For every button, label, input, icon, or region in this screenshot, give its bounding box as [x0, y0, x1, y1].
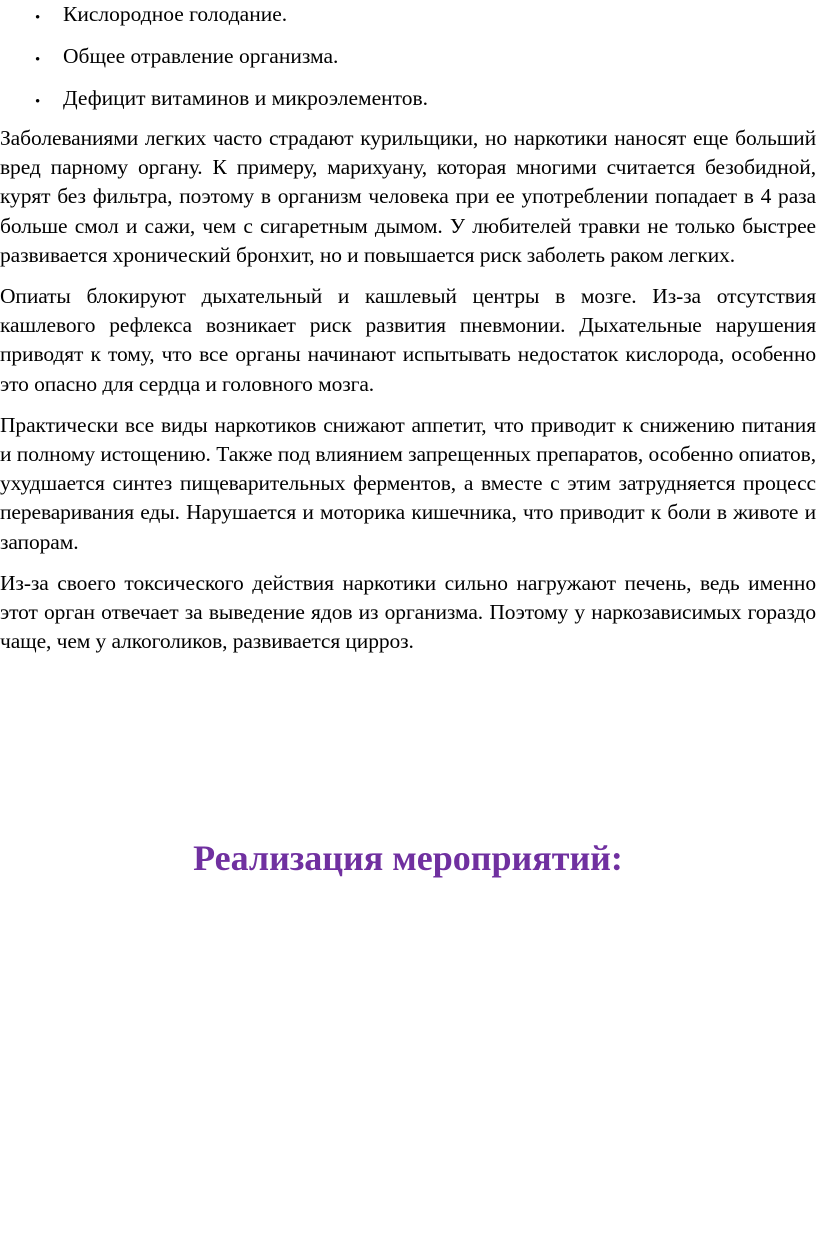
bullet-item [0, 0, 816, 42]
bullet-text: Кислородное голодание. [63, 2, 288, 26]
paragraph-lungs: Заболеваниями легких часто страдают курильщики, но наркотики наносят еще больший вред парному органу. К примеру, марихуану, которая многими считается безобидной, курят без фильтра, поэтому в организм человека при ее употреблении попадает в 4 раза больше смол и сажи, чем с сигаретным дымом. У любителей травки не только быстрее развивается хронический бронхит, но и повышается риск заболеть раком легких. [0, 126, 816, 267]
paragraph-liver: Из-за своего токсического действия наркотики сильно нагружают печень, ведь именно этот орган отвечает за выведение ядов из организма. Поэтому у наркозависимых гораздо чаще, чем у алкоголиков, развивается цирроз. [0, 570, 816, 654]
bullet-item [0, 42, 816, 84]
bullet-list [0, 0, 816, 126]
body-text [0, 124, 816, 668]
bullet-icon: • [35, 52, 41, 68]
bullet-text: Дефицит витаминов и микроэлементов. [63, 86, 429, 110]
section-heading: Реализация мероприятий: [193, 838, 623, 878]
bullet-text: Общее отравление организма. [63, 44, 339, 68]
paragraph-opiates: Опиаты блокируют дыхательный и кашлевый центры в мозге. Из-за отсутствия кашлевого рефлекса возникает риск развития пневмонии. Дыхательные нарушения приводят к тому, что все органы начинают испытывать недостаток кислорода, особенно это опасно для сердца и головного мозга. [0, 284, 816, 396]
bullet-icon: • [35, 94, 41, 110]
paragraph-digestion: Практически все виды наркотиков снижают аппетит, что приводит к снижению питания и полному истощению. Также под влиянием запрещенных препаратов, особенно опиатов, ухудшается синтез пищеварительных ферментов, а вместе с этим затрудняется процесс переваривания еды. Нарушается и моторика кишечника, что приводит к боли в животе и запорам. [0, 412, 816, 554]
bullet-item [0, 84, 816, 126]
bullet-icon: • [35, 10, 41, 26]
